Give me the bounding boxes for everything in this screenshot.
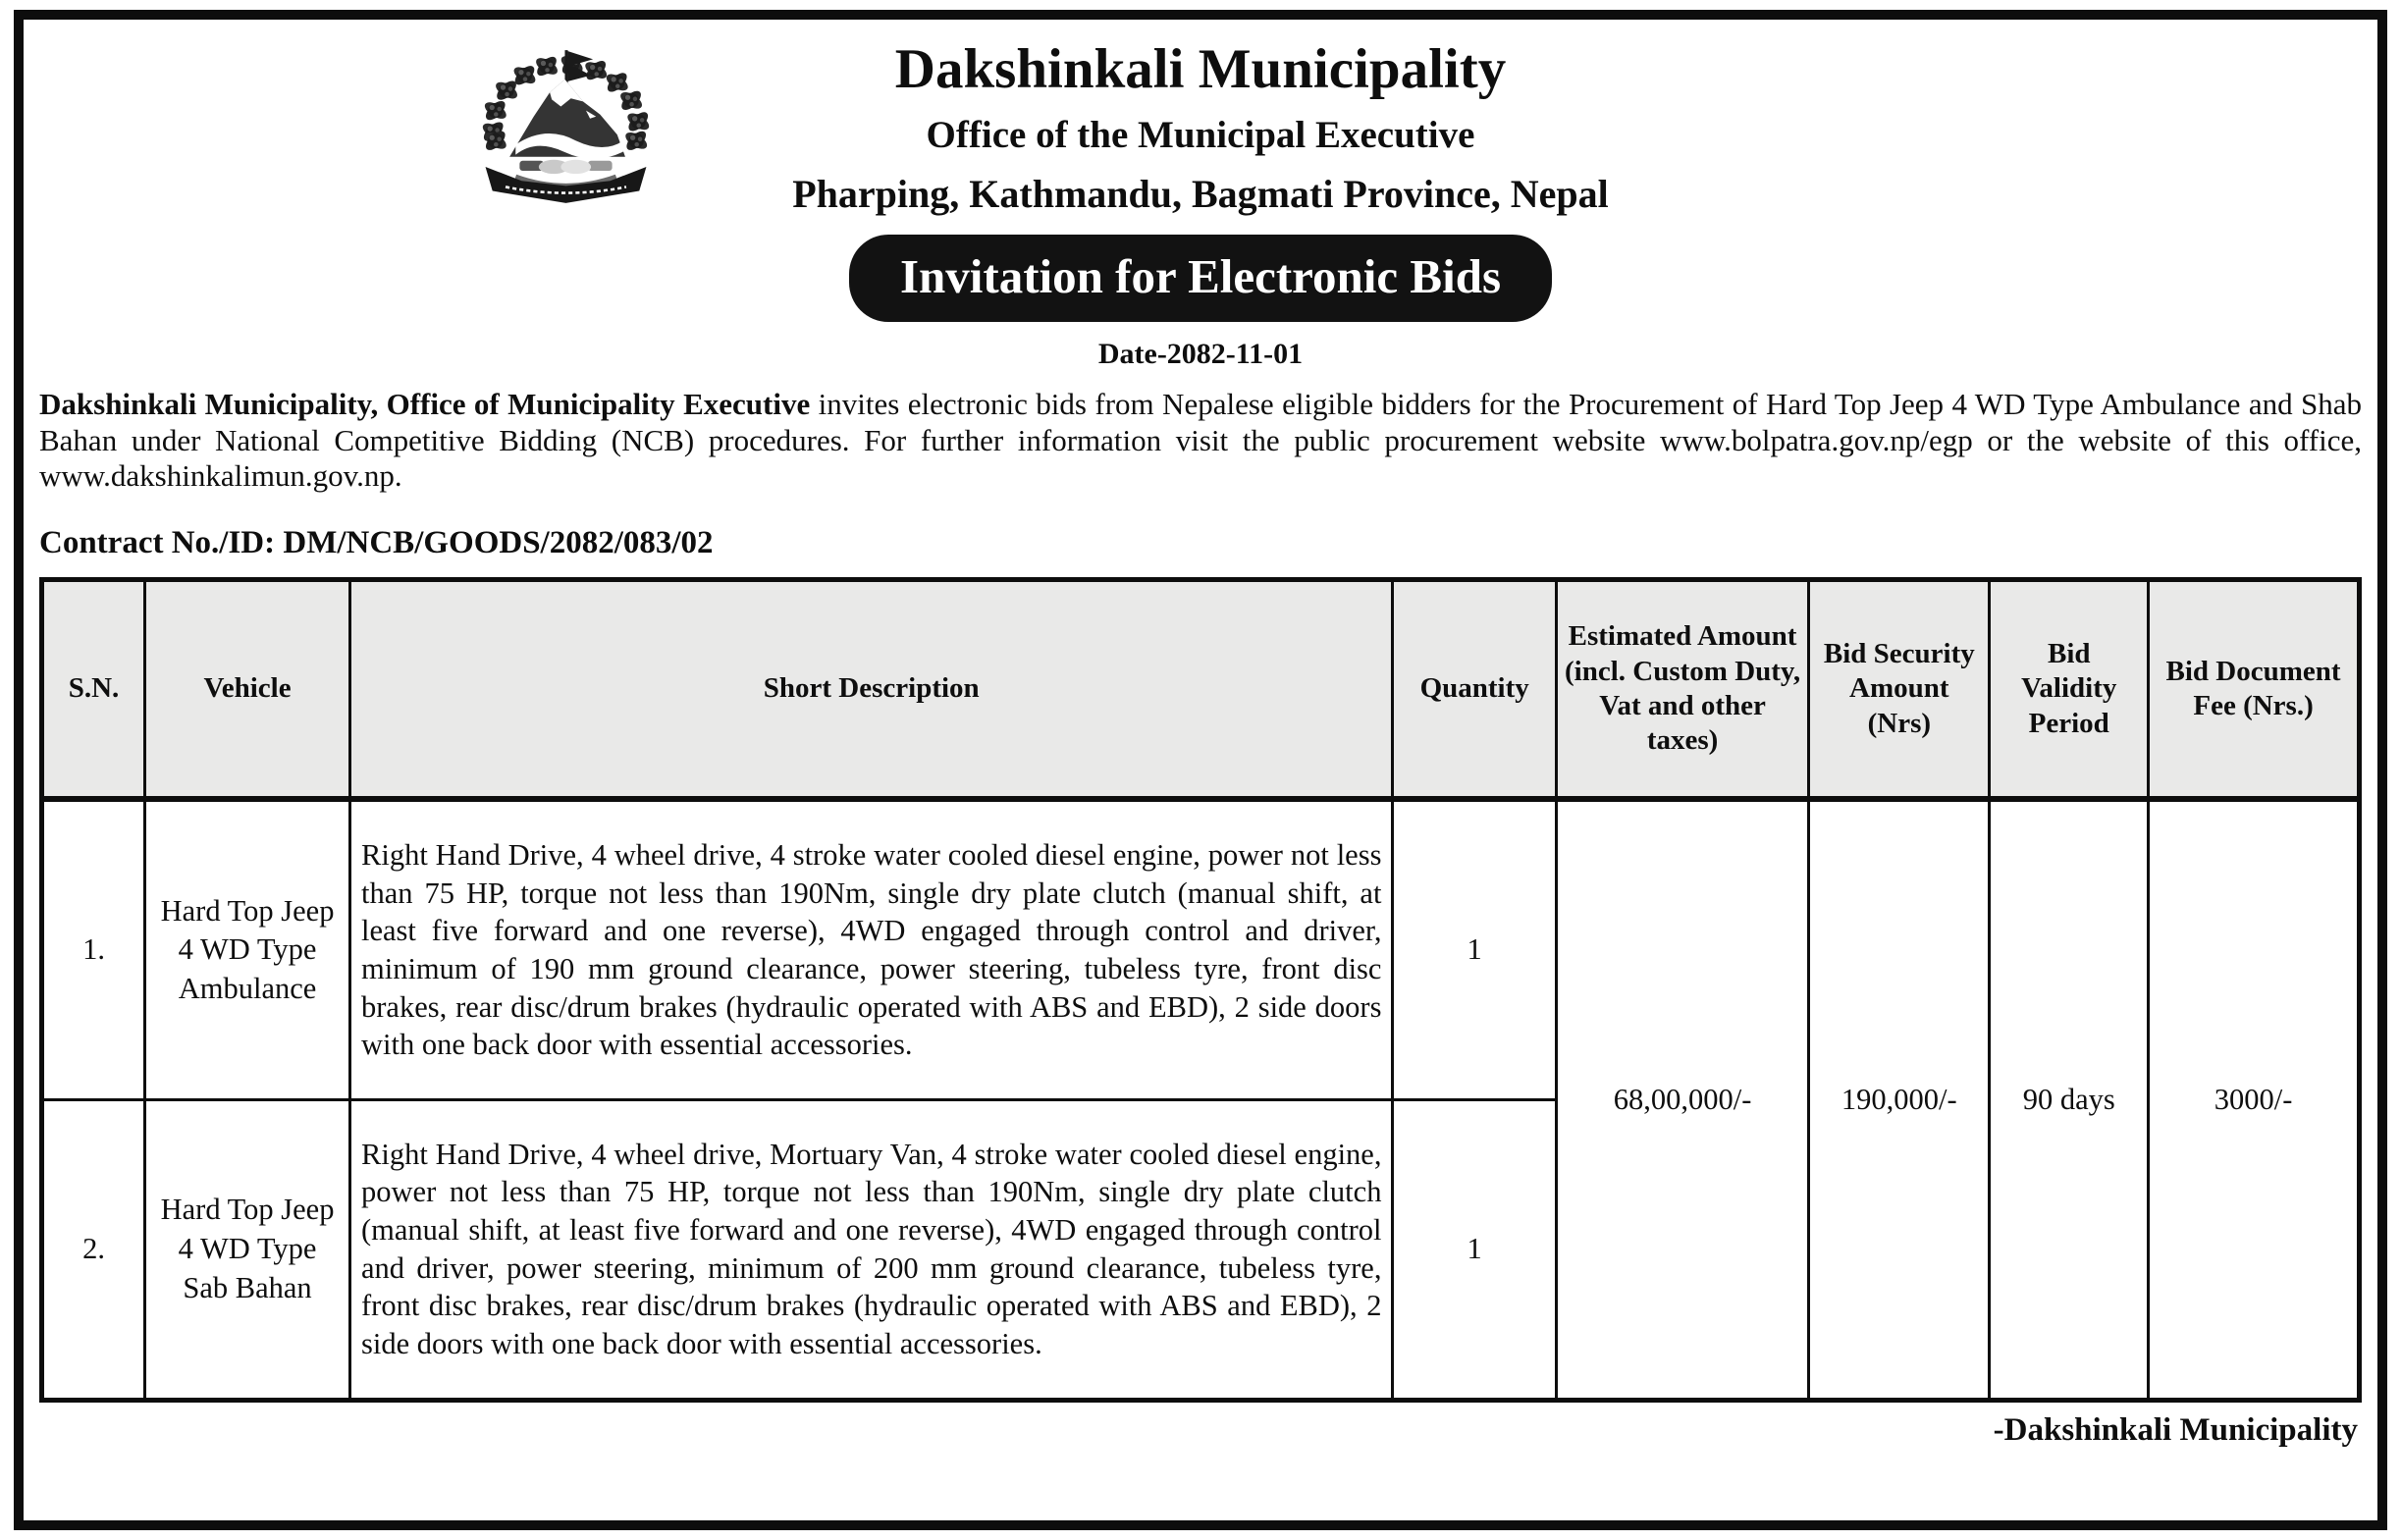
- col-header-short-description: Short Description: [350, 579, 1393, 799]
- page-title: Dakshinkali Municipality: [894, 38, 1507, 100]
- table-header-row: [42, 579, 2360, 799]
- description-cell: Right Hand Drive, 4 wheel drive, Mortuary Van, 4 stroke water cooled diesel engine, power not less than 75 HP, torque not less than 190Nm, single dry plate clutch (manual shift, at least five forward and one reverse), 4WD engaged through control and driver, power steering, minimum of 200 mm ground clearance, tubeless tyre, front disc brakes, rear disc/drum brakes (hydraulic operated with ABS and EBD), 2 side doors with one back door with essential accessories.: [350, 1099, 1393, 1400]
- vehicle-cell: Hard Top Jeep 4 WD Type Ambulance: [145, 799, 350, 1099]
- intro-paragraph: [39, 387, 2362, 495]
- contract-id-line: Contract No./ID: DM/NCB/GOODS/2082/083/02: [39, 524, 714, 560]
- intro-lead-bold: Dakshinkali Municipality, Office of Municipality Executive: [39, 387, 811, 421]
- estimated-amount-cell: 68,00,000/-: [1556, 799, 1808, 1400]
- bids-table: [39, 577, 2362, 1403]
- bid-security-cell: 190,000/-: [1809, 799, 1990, 1400]
- table-row: [42, 799, 2360, 1099]
- col-header-quantity: Quantity: [1393, 579, 1556, 799]
- quantity-cell: 1: [1393, 1099, 1556, 1400]
- footer-signature: -Dakshinkali Municipality: [1993, 1411, 2358, 1448]
- address-line: Pharping, Kathmandu, Bagmati Province, Nepal: [792, 172, 1609, 216]
- col-header-bid-document-fee: Bid Document Fee (Nrs.): [2149, 579, 2360, 799]
- col-header-sn: S.N.: [42, 579, 145, 799]
- document-header: [39, 37, 2362, 371]
- bid-document-fee-cell: 3000/-: [2149, 799, 2360, 1400]
- vehicle-cell: Hard Top Jeep 4 WD Type Sab Bahan: [145, 1099, 350, 1400]
- sn-cell: 2.: [42, 1099, 145, 1400]
- quantity-cell: 1: [1393, 799, 1556, 1099]
- bid-validity-cell: 90 days: [1990, 799, 2149, 1400]
- sn-cell: 1.: [42, 799, 145, 1099]
- col-header-estimated-amount: Estimated Amount (incl. Custom Duty, Vat and other taxes): [1556, 579, 1808, 799]
- col-header-vehicle: Vehicle: [145, 579, 350, 799]
- date-line: Date-2082-11-01: [1097, 338, 1304, 370]
- description-cell: Right Hand Drive, 4 wheel drive, 4 stroke water cooled diesel engine, power not less than 75 HP, torque not less than 190Nm, single dry plate clutch (manual shift, at least five forward and one reverse), 4WD engaged through control and driver, minimum of 190 mm ground clearance, power steering, tubeless tyre, front disc brakes, rear disc/drum brakes (hydraulic operated with ABS and EBD), 2 side doors with one back door with essential accessories.: [350, 799, 1393, 1099]
- page-frame: [14, 10, 2387, 1530]
- invitation-banner: Invitation for Electronic Bids: [849, 235, 1552, 322]
- col-header-bid-security: Bid Security Amount (Nrs): [1809, 579, 1990, 799]
- col-header-bid-validity: Bid Validity Period: [1990, 579, 2149, 799]
- office-subtitle: Office of the Municipal Executive: [926, 114, 1475, 156]
- nepal-coat-of-arms-icon: [463, 45, 669, 210]
- intro-body-text: invites electronic bids from Nepalese eligible bidders for the Procurement of Hard Top Jeep 4 WD Type Ambulance and Shab Bahan under National Competitive Bidding (NCB) procedures. For further information visit the public procurement website www.bolpatra.gov.np/egp or the website of this office, www.dakshinkalimun.gov.np.: [39, 387, 2363, 494]
